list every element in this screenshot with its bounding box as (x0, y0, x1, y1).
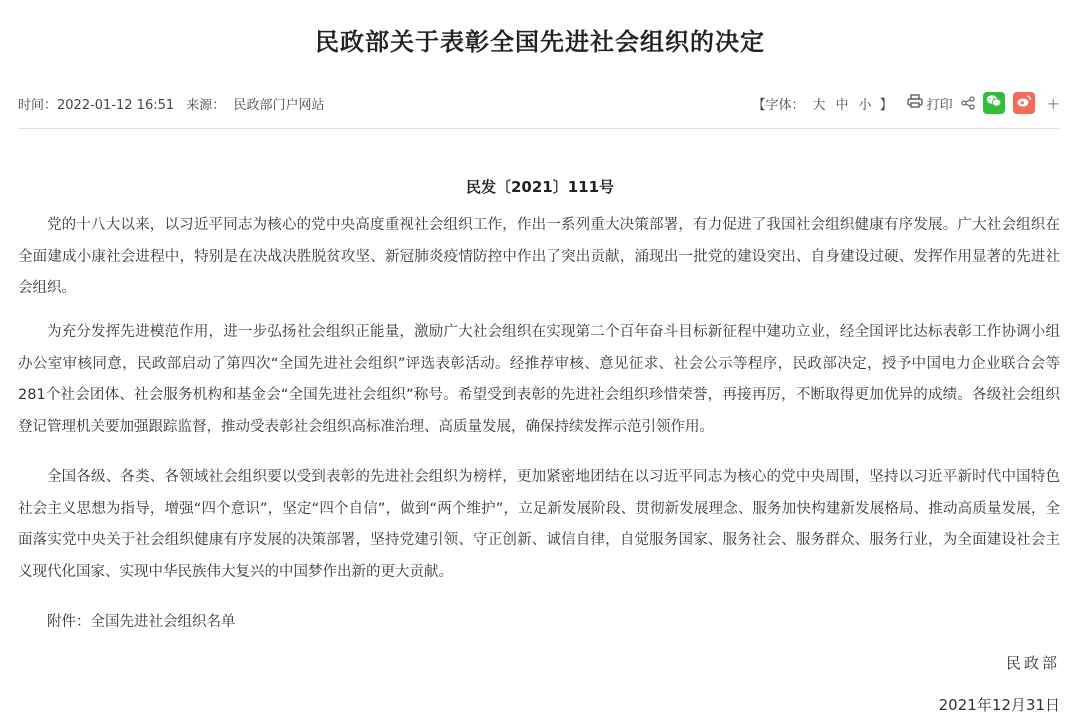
print-label: 打印 (926, 97, 953, 113)
font-size-medium[interactable]: 中 (835, 97, 849, 113)
article-meta (18, 94, 332, 113)
signer: 民政部 (1005, 654, 1060, 672)
font-size-large[interactable]: 大 (812, 97, 826, 113)
source-label: 来源： (186, 97, 226, 113)
wechat-icon (986, 94, 1002, 112)
wechat-share-button[interactable] (983, 92, 1005, 114)
more-share-button[interactable]: + (1046, 93, 1060, 113)
print-button[interactable] (907, 94, 953, 113)
toolbar (753, 92, 1061, 114)
share-icon[interactable] (961, 96, 975, 110)
source-value: 民政部门户网站 (233, 97, 325, 113)
paragraph: 党的十八大以来，以习近平同志为核心的党中央高度重视社会组织工作，作出一系列重大决策部署，有力促进了我国社会组织健康有序发展。广大社会组织在全面建成小康社会进程中，特别是在决战决胜脱贫攻坚、新冠肺炎疫情防控中作出了突出贡献，涌现出一批党的建设突出、自身建设过硬、发挥作用显著的先进社会组织。 (18, 217, 1060, 296)
font-size-suffix: 】 (879, 97, 893, 113)
paragraph: 全国各级、各类、各领域社会组织要以受到表彰的先进社会组织为榜样，更加紧密地团结在以习近平同志为核心的党中央周围，坚持以习近平新时代中国特色社会主义思想为指导，增强“四个意识”，坚定“四个自信”，做到“两个维护”，立足新发展阶段、贯彻新发展理念、服务加快构建新发展格局、推动高质量发展，全面落实党中央关于社会组织健康有序发展的决策部署，坚持党建引领、守正创新、诚信自律，自觉服务国家、服务社会、服务群众、服务行业，为全面建设社会主义现代化国家、实现中华民族伟大复兴的中国梦作出新的更大贡献。 (18, 469, 1060, 580)
document-number: 民发〔2021〕111号 (465, 178, 615, 196)
attachment-link[interactable]: 附件：全国先进社会组织名单 (47, 614, 236, 630)
sign-date: 2021年12月31日 (938, 696, 1060, 714)
paragraph: 为充分发挥先进模范作用，进一步弘扬社会组织正能量，激励广大社会组织在实现第二个百年奋斗目标新征程中建功立业，经全国评比达标表彰工作协调小组办公室审核同意，民政部启动了第四次“全国先进社会组织”评选表彰活动。经推荐审核、意见征求、社会公示等程序，民政部决定，授予中国电力企业联合会等281个社会团体、社会服务机构和基金会“全国先进社会组织”称号。希望受到表彰的先进社会组织珍惜荣誉，再接再厉，不断取得更加优异的成绩。各级社会组织登记管理机关要加强跟踪监督，推动受表彰社会组织高标准治理、高质量发展，确保持续发挥示范引领作用。 (18, 324, 1060, 435)
publish-time: 时间：2022-01-12 16:51 (18, 97, 175, 113)
font-size-switcher (753, 94, 893, 113)
weibo-icon (1016, 94, 1032, 112)
page-title: 民政部关于表彰全国先进社会组织的决定 (315, 28, 765, 56)
font-size-prefix: 【字体： (752, 97, 805, 113)
weibo-share-button[interactable] (1013, 92, 1035, 114)
font-size-small[interactable]: 小 (858, 97, 872, 113)
printer-icon (907, 94, 923, 112)
meta-bar (18, 78, 1060, 129)
